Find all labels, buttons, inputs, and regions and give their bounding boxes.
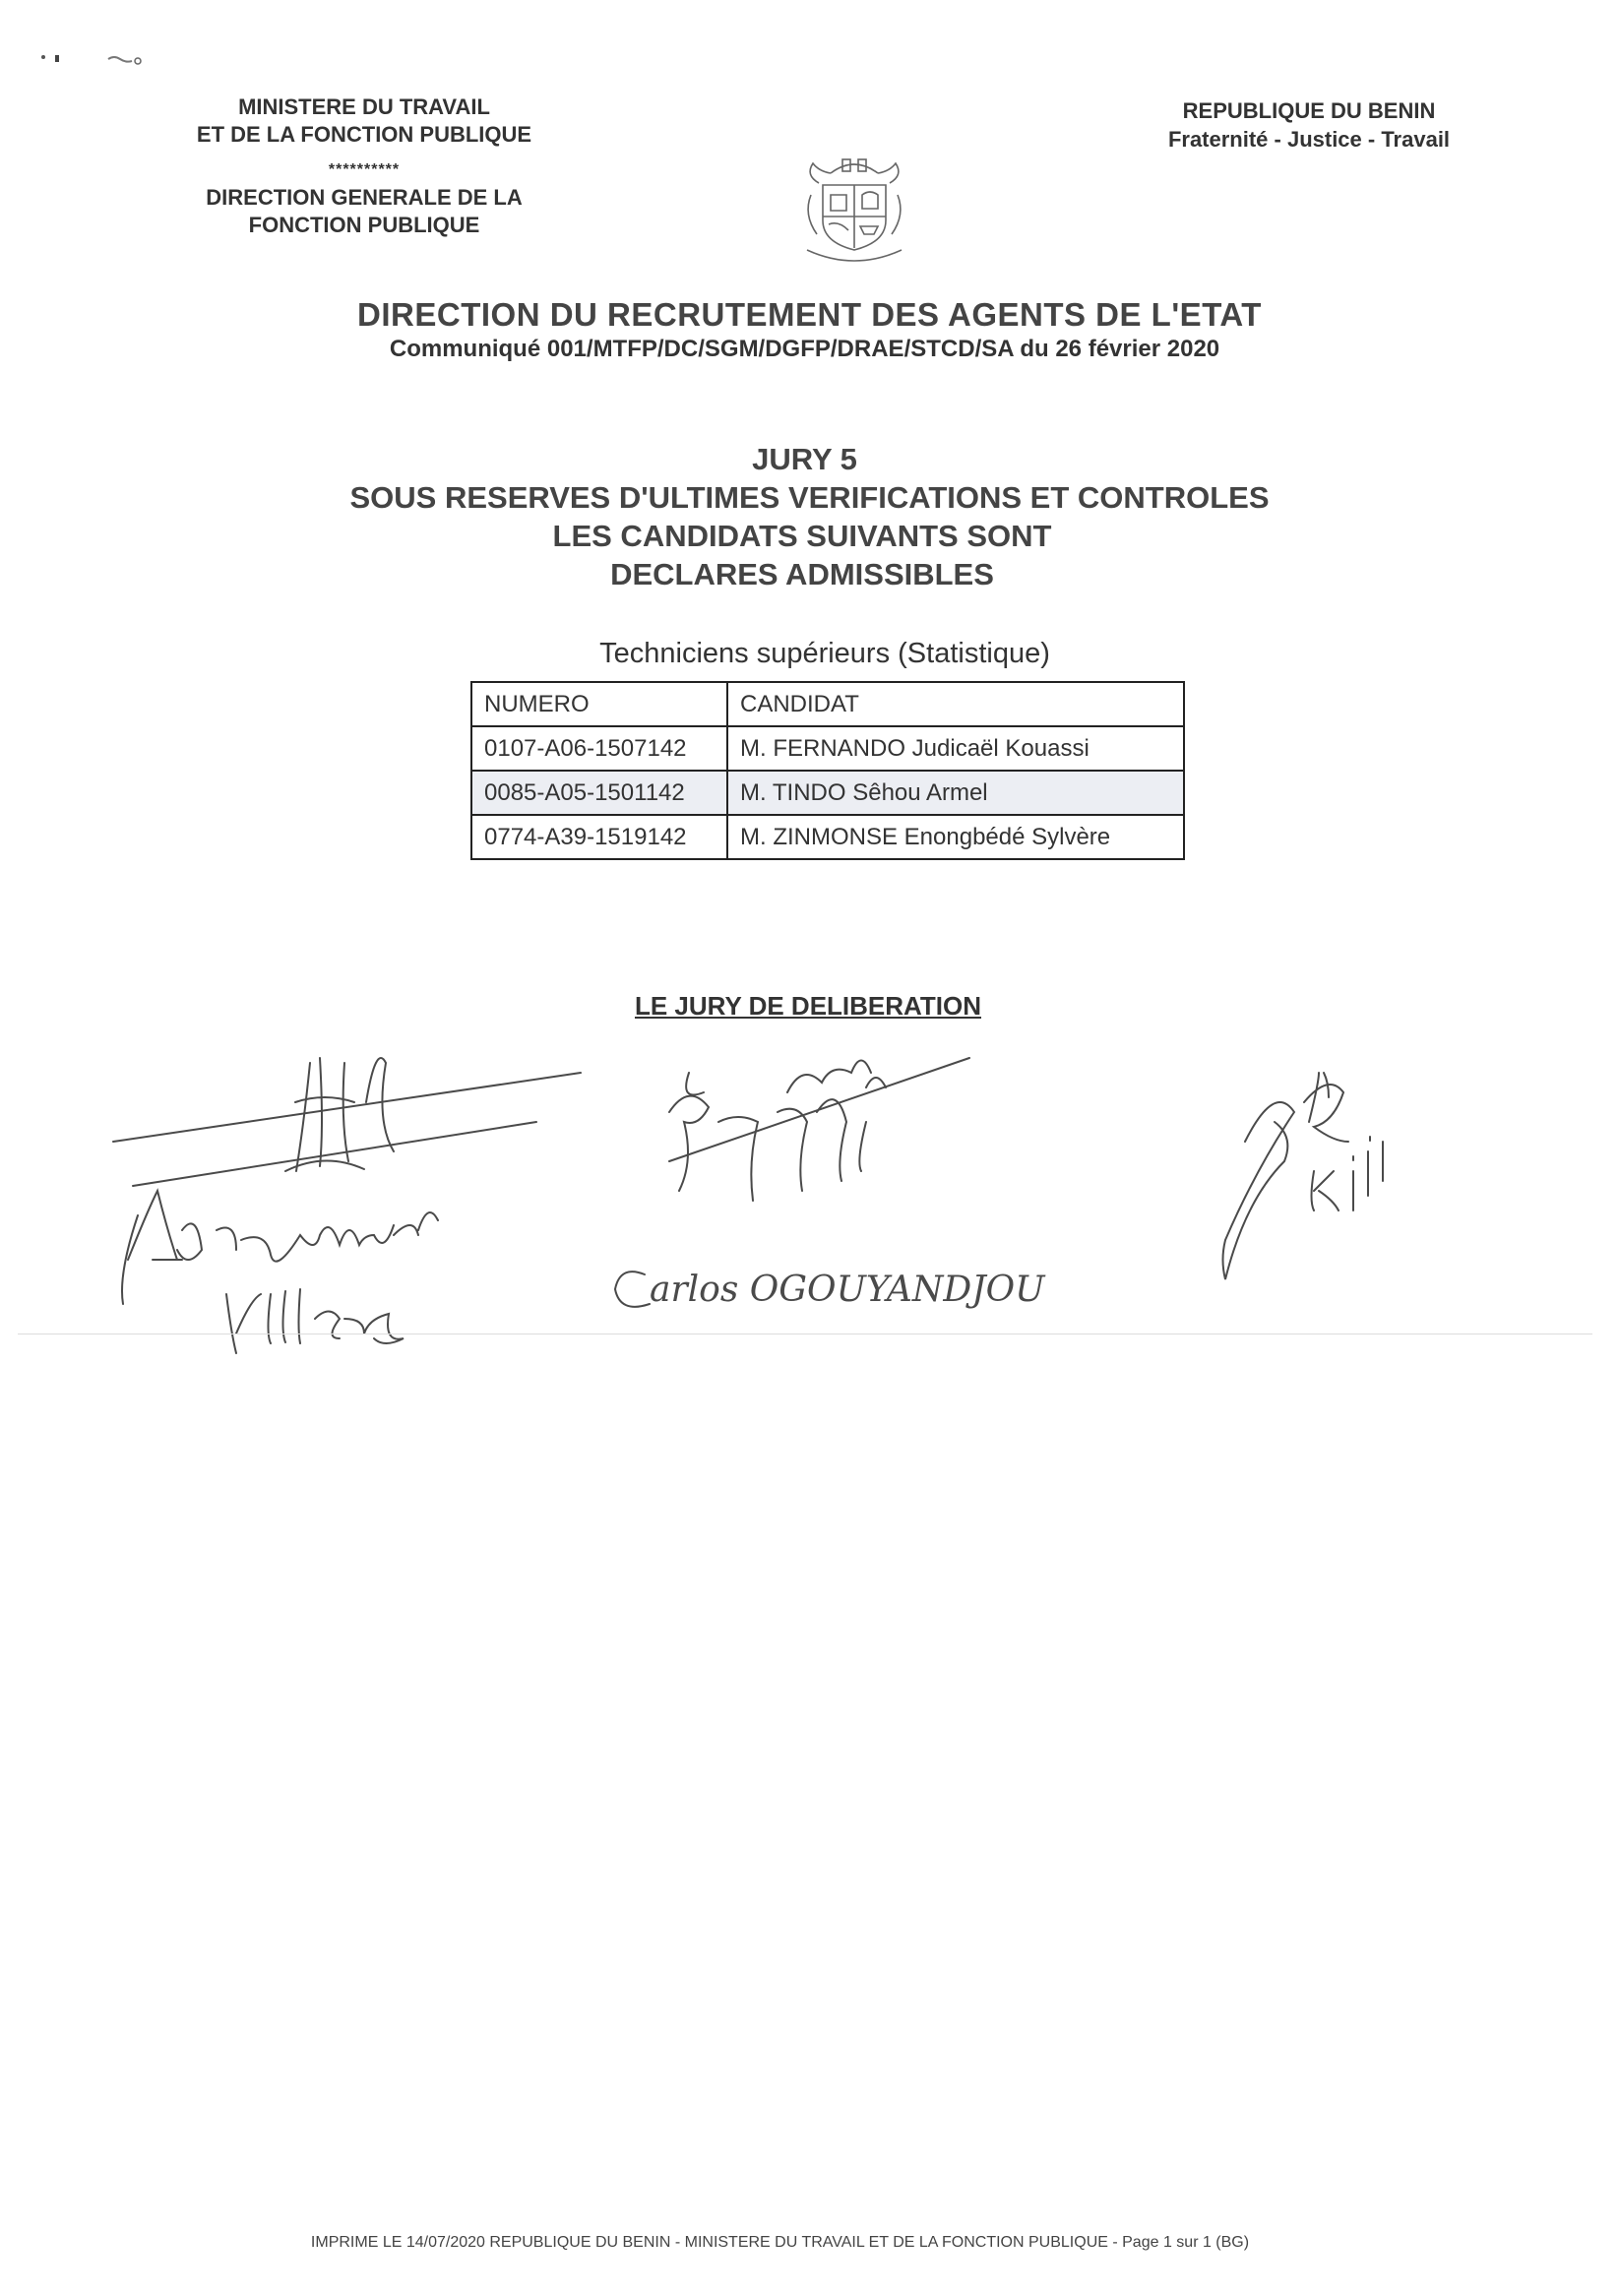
title-block — [0, 295, 1619, 364]
announcement-line-2: LES CANDIDATS SUIVANTS SONT — [552, 519, 1052, 553]
cell-numero: 0085-A05-1501142 — [471, 771, 727, 815]
print-footer: IMPRIME LE 14/07/2020 REPUBLIQUE DU BENIN - MINISTERE DU TRAVAIL ET DE LA FONCTION PUBLIQUE - Page 1 sur 1 (BG) — [310, 2234, 1250, 2251]
cell-numero: 0107-A06-1507142 — [471, 726, 727, 771]
jury-number: JURY 5 — [752, 442, 857, 476]
page-title: DIRECTION DU RECRUTEMENT DES AGENTS DE L'ETAT — [357, 296, 1262, 333]
handwritten-signature-2 — [615, 1058, 1046, 1310]
handwritten-signature-1 — [113, 1058, 581, 1353]
table-row — [471, 726, 1184, 771]
announcement-line-3: DECLARES ADMISSIBLES — [610, 557, 994, 591]
direction-line-1: DIRECTION GENERALE DE LA — [206, 185, 523, 210]
signatures-area — [0, 1033, 1619, 1388]
communique-reference: Communiqué 001/MTFP/DC/SGM/DGFP/DRAE/STCD/SA du 26 février 2020 — [389, 336, 1220, 362]
scan-marks — [39, 49, 148, 69]
ministry-line-1: MINISTERE DU TRAVAIL — [238, 94, 490, 119]
country-name: REPUBLIQUE DU BENIN — [1182, 98, 1436, 123]
signature-2-name-image: arlos OGOUYANDJOU — [650, 1270, 1045, 1310]
announcement-block — [0, 440, 1619, 593]
cell-candidat: M. FERNANDO Judicaël Kouassi — [727, 726, 1184, 771]
handwritten-signature-3 — [1223, 1073, 1384, 1279]
benin-coat-of-arms-icon — [799, 155, 909, 272]
table-row — [471, 771, 1184, 815]
cell-numero: 0774-A39-1519142 — [471, 815, 727, 859]
table-caption: Techniciens supérieurs (Statistique) — [599, 638, 1050, 669]
cell-candidat: M. TINDO Sêhou Armel — [727, 771, 1184, 815]
announcement-line-1: SOUS RESERVES D'ULTIMES VERIFICATIONS ET CONTROLES — [349, 480, 1270, 515]
column-header-candidat: CANDIDAT — [727, 682, 1184, 726]
header-separator: ********** — [328, 161, 401, 178]
results-table — [470, 681, 1185, 860]
direction-line-2: FONCTION PUBLIQUE — [248, 213, 480, 237]
country-motto: Fraternité - Justice - Travail — [1167, 127, 1451, 152]
jury-deliberation-title: LE JURY DE DELIBERATION — [634, 991, 981, 1021]
jury-deliberation-heading — [0, 991, 1619, 1022]
table-header-row — [471, 682, 1184, 726]
cell-candidat: M. ZINMONSE Enongbédé Sylvère — [727, 815, 1184, 859]
column-header-numero: NUMERO — [471, 682, 727, 726]
ministry-header — [157, 93, 571, 239]
republic-header — [1132, 96, 1486, 154]
table-row — [471, 815, 1184, 859]
ministry-line-2: ET DE LA FONCTION PUBLIQUE — [196, 122, 532, 147]
